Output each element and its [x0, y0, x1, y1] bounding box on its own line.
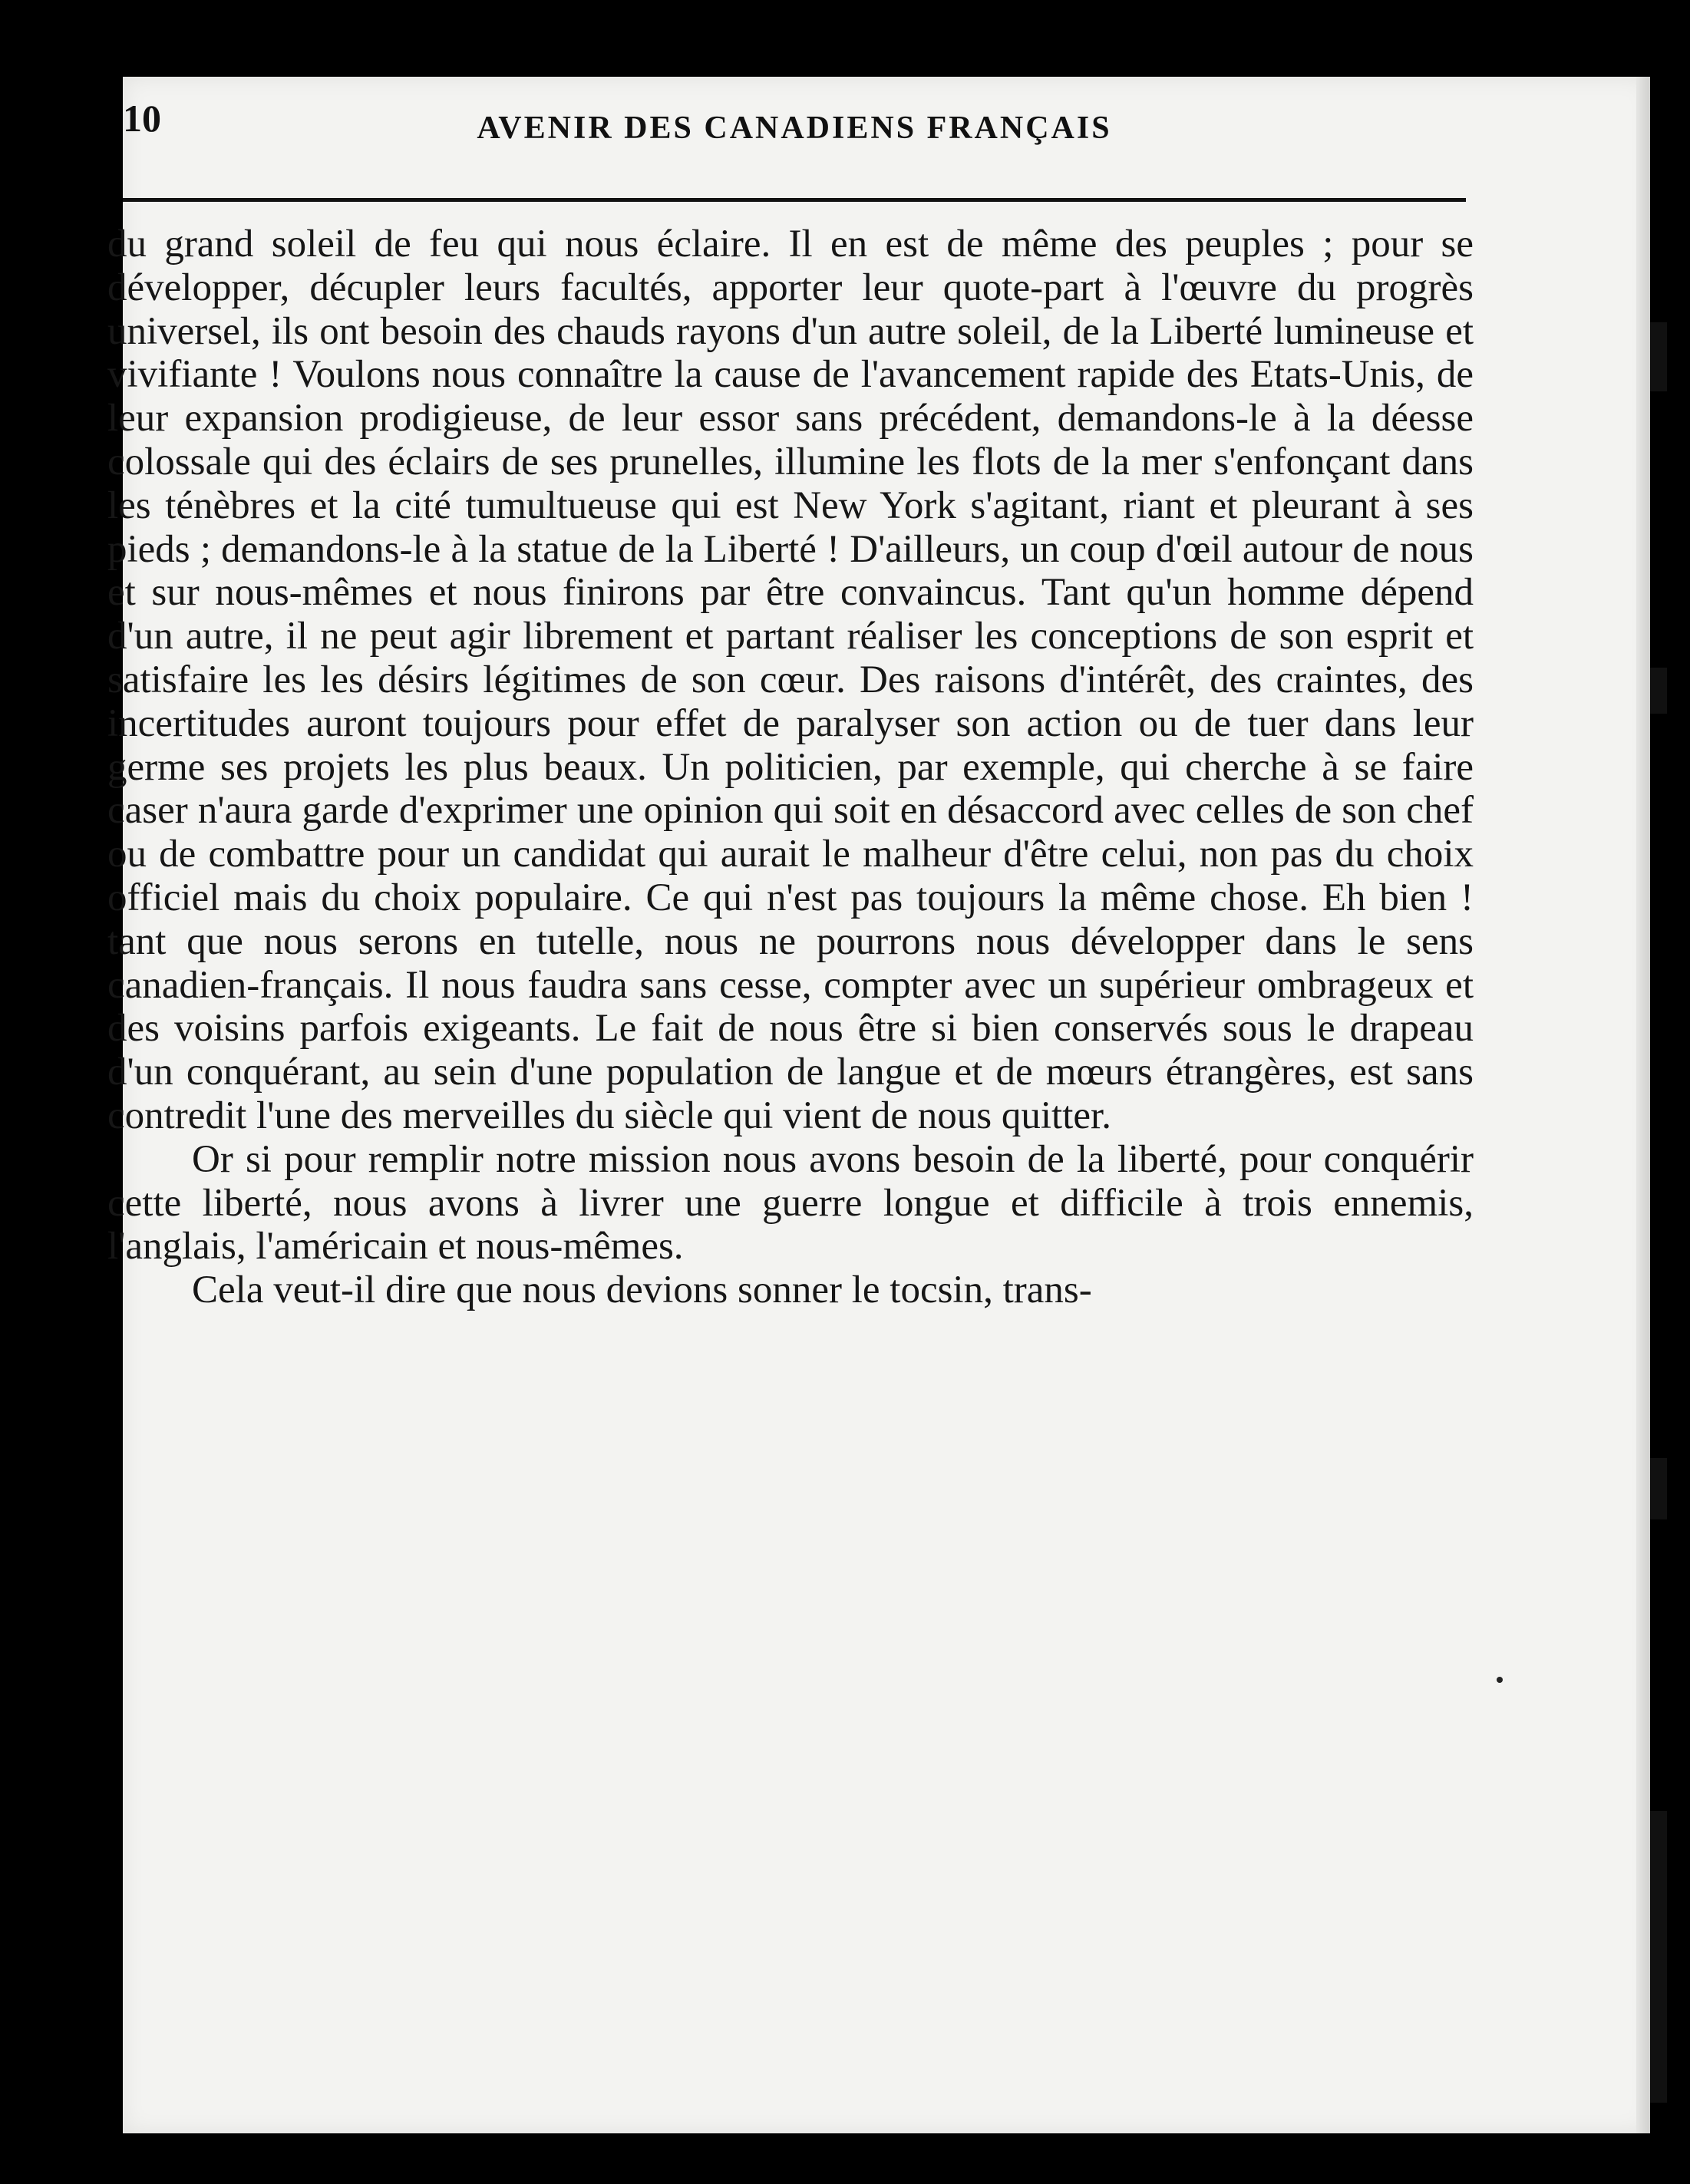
- page-edge: [1636, 77, 1650, 2133]
- binding-mark: [1650, 1458, 1667, 1519]
- paragraph: Cela veut-il dire que nous devions sonner le tocsin, trans-: [192, 1269, 1092, 1312]
- page-number: 10: [123, 97, 161, 140]
- binding-mark: [1650, 322, 1667, 391]
- paragraph: du grand soleil de feu qui nous éclaire. Il en est de même des peuples ; pour se développer, décupler leurs facultés, apporter leur quote-part à l'œuvre du progrès universel, ils ont besoin des chauds rayons d'un autre soleil, de la Liberté lumineuse et vivifiante ! Voulons nous connaître la cause de l'avancement rapide des Etats-Unis, de leur expansion prodigieuse, de leur essor sans précédent, demandons-le à la déesse colossale qui des éclairs de ses prunelles, illumine les flots de la mer s'enfonçant dans les ténèbres et la cité tumultueuse qui est New York s'agitant, riant et pleurant à ses pieds ; demandons-le à la statue de la Liberté ! D'ailleurs, un coup d'œil autour de nous et sur nous-mêmes et nous finirons par être convaincus. Tant qu'un homme dépend d'un autre, il ne peut agir librement et partant réaliser les conceptions de son esprit et satisfaire les les désirs légitimes de son cœur. Des raisons d'intérêt, des craintes, des incertitudes auront toujours pour effet de paralyser son action ou de tuer dans leur germe ses projets les plus beaux. Un politicien, par exemple, qui cherche à se faire caser n'aura garde d'exprimer une opinion qui soit en désaccord avec celles de son chef ou de combattre pour un candidat qui aurait le malheur d'être celui, non pas du choix officiel mais du choix populaire. Ce qui n'est pas toujours la même chose. Eh bien ! tant que nous serons en tutelle, nous ne pourrons nous développer dans le sens canadien-français. Il nous faudra sans cesse, compter avec un supérieur ombrageux et des voisins parfois exigeants. Le fait de nous être si bien conservés sous le drapeau d'un conquérant, au sein d'une population de langue et de mœurs étrangères, est sans contredit l'une des merveilles du siècle qui vient de nous quitter.: [107, 223, 1474, 1137]
- header-rule: [123, 198, 1466, 202]
- binding-mark: [1650, 1811, 1667, 2103]
- paragraph: Or si pour remplir notre mission nous avons besoin de la liberté, pour conquérir cette liberté, nous avons à livrer une guerre longue et difficile à trois ennemis, l'anglais, l'américain et nous-mêmes.: [107, 1137, 1474, 1269]
- binding-mark: [1650, 668, 1667, 714]
- running-title: AVENIR DES CANADIENS FRANÇAIS: [477, 111, 1112, 146]
- page-header: [123, 96, 1466, 173]
- body-text: [107, 223, 1474, 1312]
- ink-speck: [1497, 1677, 1503, 1683]
